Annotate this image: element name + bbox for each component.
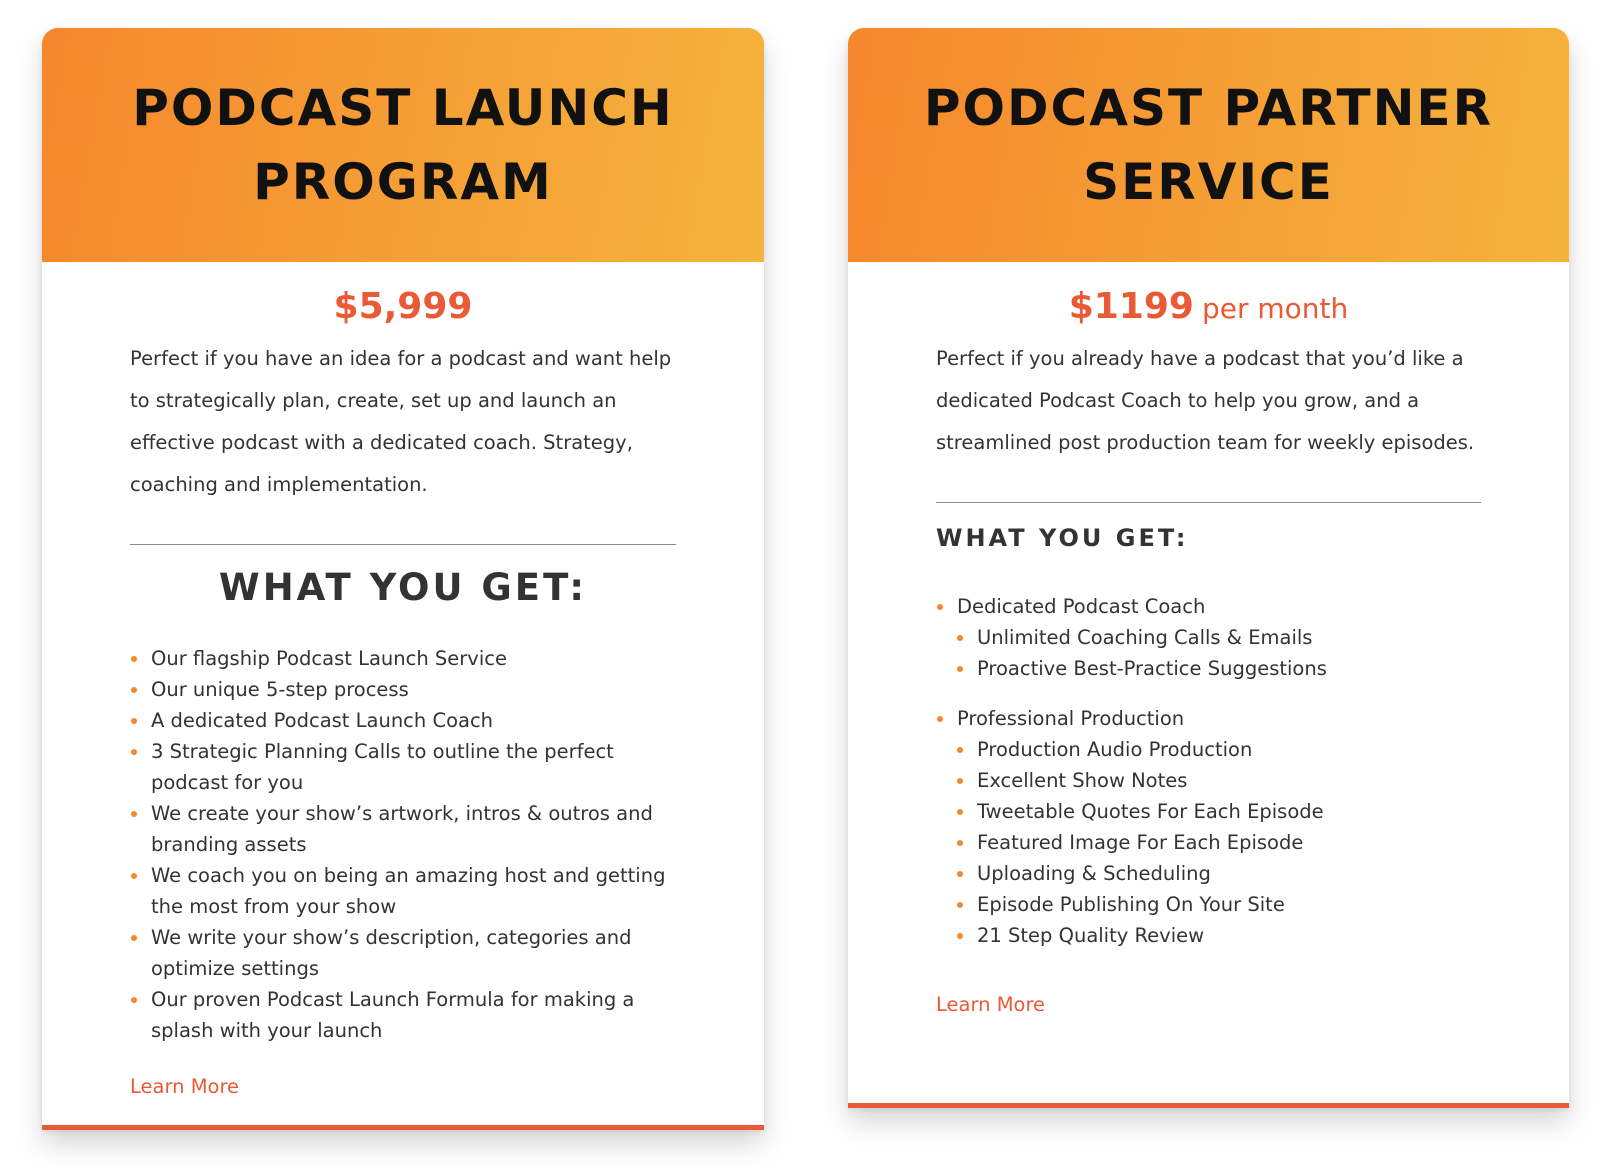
bullet-dot-icon: [131, 997, 137, 1003]
price-line: [936, 282, 1481, 332]
feature-subitem: [956, 734, 1481, 765]
price: $5,999: [333, 286, 473, 327]
card-description: Perfect if you already have a podcast that you’d like a dedicated Podcast Coach to help you grow, and a streamlined post production team for weekly episodes.: [936, 347, 1475, 454]
card-body: [42, 282, 764, 1098]
bullet-dot-icon: [957, 871, 963, 877]
bullet-dot-icon: [957, 635, 963, 641]
bullet-dot-icon: [131, 687, 137, 693]
feature-subitem: [956, 858, 1481, 889]
feature-text: We create your show’s artwork, intros & outros and branding assets: [151, 802, 653, 856]
bullet-dot-icon: [957, 666, 963, 672]
feature-subitem: [956, 827, 1481, 858]
feature-item: [130, 860, 676, 922]
bullet-dot-icon: [957, 902, 963, 908]
learn-more-link[interactable]: Learn More: [936, 993, 1046, 1016]
price-suffix: per month: [1201, 292, 1349, 325]
learn-more-link[interactable]: Learn More: [130, 1075, 240, 1098]
feature-text: Proactive Best-Practice Suggestions: [977, 657, 1327, 680]
feature-list: [130, 643, 676, 1046]
bullet-dot-icon: [957, 747, 963, 753]
section-heading: WHAT YOU GET:: [936, 524, 1189, 552]
feature-item: [130, 984, 676, 1046]
feature-item: [130, 705, 676, 736]
pricing-card-launch: [42, 28, 764, 1130]
feature-text: Professional Production: [957, 707, 1185, 730]
divider: [130, 544, 676, 545]
feature-text: We write your show’s description, categories and optimize settings: [151, 926, 632, 980]
feature-group-label: [936, 591, 1481, 622]
feature-text: 3 Strategic Planning Calls to outline the perfect podcast for you: [151, 740, 614, 794]
feature-subitem: [956, 622, 1481, 653]
bullet-dot-icon: [937, 716, 943, 722]
feature-item: [130, 922, 676, 984]
card-title-line2: PROGRAM: [253, 153, 553, 211]
feature-text: Unlimited Coaching Calls & Emails: [977, 626, 1313, 649]
card-body: [848, 282, 1569, 1016]
bullet-dot-icon: [957, 933, 963, 939]
bullet-dot-icon: [957, 778, 963, 784]
bullet-dot-icon: [957, 840, 963, 846]
feature-text: Our proven Podcast Launch Formula for making a splash with your launch: [151, 988, 635, 1042]
feature-item: [130, 674, 676, 705]
card-title: [904, 71, 1513, 219]
feature-text: Production Audio Production: [977, 738, 1253, 761]
bullet-dot-icon: [957, 809, 963, 815]
section-heading: WHAT YOU GET:: [218, 566, 588, 609]
card-header: [42, 28, 764, 262]
price: $1199: [1068, 286, 1194, 327]
feature-text: Uploading & Scheduling: [977, 862, 1211, 885]
feature-text: Dedicated Podcast Coach: [957, 595, 1206, 618]
bullet-dot-icon: [131, 811, 137, 817]
feature-subitem: [956, 920, 1481, 951]
feature-subitem: [956, 889, 1481, 920]
pricing-card-partner: [848, 28, 1569, 1108]
feature-text: 21 Step Quality Review: [977, 924, 1205, 947]
feature-text: Featured Image For Each Episode: [977, 831, 1304, 854]
card-description: Perfect if you have an idea for a podcast and want help to strategically plan, create, set up and launch an effective podcast with a dedicated coach. Strategy, coaching and implementation.: [130, 347, 672, 496]
bullet-dot-icon: [131, 656, 137, 662]
card-title-line2: SERVICE: [1083, 153, 1334, 211]
feature-item: [130, 736, 676, 798]
feature-item: [130, 798, 676, 860]
card-header: [848, 28, 1569, 262]
bullet-dot-icon: [131, 718, 137, 724]
divider: [936, 502, 1481, 503]
bullet-dot-icon: [937, 604, 943, 610]
bullet-dot-icon: [131, 873, 137, 879]
feature-subitem: [956, 765, 1481, 796]
feature-text: Our unique 5-step process: [151, 678, 409, 701]
feature-text: Our flagship Podcast Launch Service: [151, 647, 507, 670]
feature-text: A dedicated Podcast Launch Coach: [151, 709, 494, 732]
feature-list: [936, 591, 1481, 951]
card-title-line1: PODCAST PARTNER: [923, 79, 1494, 137]
feature-text: Excellent Show Notes: [977, 769, 1188, 792]
price-line: [130, 282, 676, 332]
bullet-dot-icon: [131, 935, 137, 941]
card-title-line1: PODCAST LAUNCH: [132, 79, 674, 137]
card-title: [112, 71, 694, 219]
feature-subitem: [956, 653, 1481, 684]
bullet-dot-icon: [131, 749, 137, 755]
feature-group-label: [936, 703, 1481, 734]
feature-subitem: [956, 796, 1481, 827]
feature-item: [130, 643, 676, 674]
feature-text: Tweetable Quotes For Each Episode: [977, 800, 1324, 823]
feature-text: We coach you on being an amazing host and getting the most from your show: [151, 864, 666, 918]
feature-text: Episode Publishing On Your Site: [977, 893, 1285, 916]
